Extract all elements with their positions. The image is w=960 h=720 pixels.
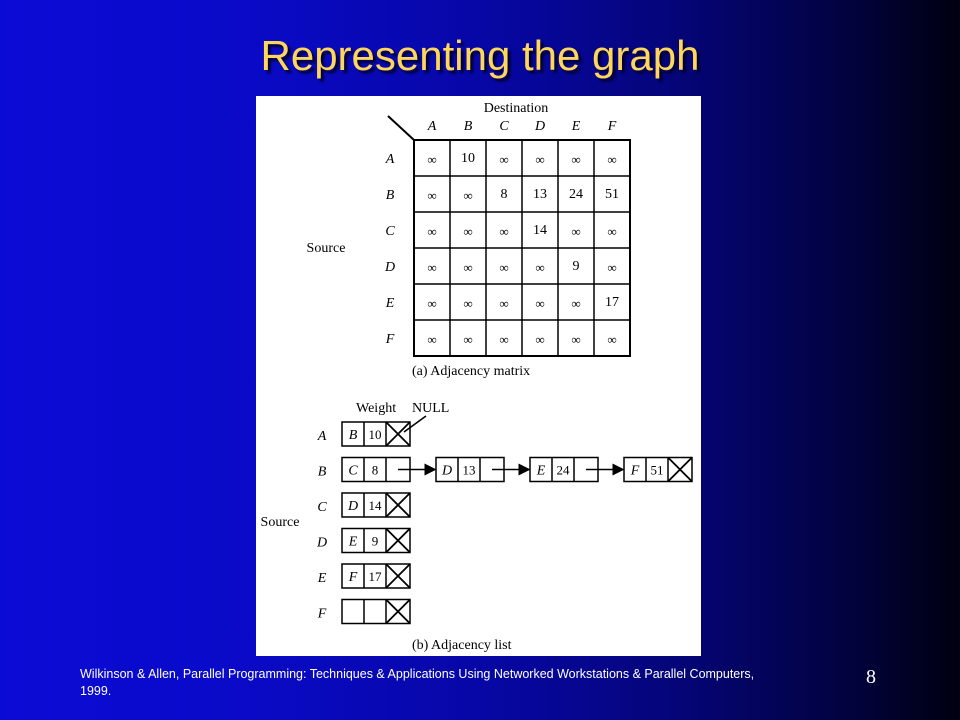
matrix-cell: ∞	[535, 260, 545, 275]
list-node-weight: 24	[556, 462, 570, 478]
list-null-label: NULL	[412, 401, 450, 416]
matrix-cell: ∞	[607, 260, 617, 275]
matrix-column-header: D	[534, 119, 546, 134]
matrix-destination-label: Destination	[483, 101, 549, 116]
matrix-cell: 14	[533, 223, 547, 238]
matrix-cell: ∞	[499, 332, 509, 347]
list-node-vertex: E	[536, 463, 546, 479]
matrix-cell: ∞	[499, 296, 509, 311]
list-node-weight: 8	[371, 462, 379, 478]
page-number: 8	[866, 666, 876, 688]
matrix-cell: ∞	[499, 152, 509, 167]
matrix-row-label: A	[385, 152, 395, 167]
matrix-column-header: B	[463, 119, 473, 134]
list-row-label: A	[317, 429, 327, 444]
list-node-vertex: E	[348, 534, 358, 550]
list-row-label: B	[317, 464, 327, 480]
matrix-cell: ∞	[427, 260, 437, 275]
list-node-vertex: D	[347, 499, 359, 514]
matrix-cell: ∞	[463, 188, 473, 203]
matrix-cell: ∞	[427, 188, 437, 203]
matrix-column-header: A	[427, 119, 437, 134]
matrix-cell: ∞	[571, 152, 581, 167]
list-node-vertex: B	[348, 428, 358, 443]
graph-figure	[256, 96, 701, 656]
matrix-row-label: C	[385, 224, 395, 239]
list-node-vertex: D	[441, 463, 453, 479]
matrix-cell: 17	[605, 295, 619, 310]
slide-title: Representing the graph	[260, 32, 700, 79]
matrix-cell: ∞	[463, 332, 473, 347]
matrix-row-label: F	[385, 332, 395, 347]
list-row-label: F	[317, 606, 327, 622]
list-node-vertex: F	[630, 463, 640, 479]
matrix-cell: ∞	[427, 152, 437, 167]
list-node-box	[342, 600, 410, 624]
matrix-cell: ∞	[499, 260, 509, 275]
matrix-cell: ∞	[607, 224, 617, 239]
matrix-cell: ∞	[427, 332, 437, 347]
matrix-cell: 8	[500, 187, 508, 202]
list-node-weight: 17	[368, 569, 382, 584]
matrix-cell: 13	[533, 187, 547, 202]
matrix-cell: ∞	[607, 152, 617, 167]
matrix-cell: ∞	[571, 332, 581, 347]
list-row-label: C	[317, 500, 327, 515]
matrix-column-header: F	[607, 119, 617, 134]
list-row-label: E	[317, 571, 327, 586]
matrix-cell: ∞	[607, 332, 617, 347]
matrix-cell: ∞	[571, 224, 581, 239]
matrix-cell: ∞	[571, 296, 581, 311]
list-weight-label: Weight	[356, 401, 397, 416]
matrix-caption: (a) Adjacency matrix	[412, 364, 531, 379]
matrix-cell: ∞	[463, 224, 473, 239]
matrix-cell: ∞	[535, 152, 545, 167]
list-node-weight: 51	[650, 462, 664, 478]
list-source-label: Source	[260, 515, 300, 530]
matrix-cell: ∞	[463, 260, 473, 275]
matrix-column-header: C	[499, 119, 509, 134]
matrix-column-header: E	[571, 119, 581, 134]
matrix-row-label: D	[384, 260, 396, 275]
matrix-cell: ∞	[535, 296, 545, 311]
list-node-weight: 14	[368, 498, 382, 513]
matrix-cell: ∞	[427, 296, 437, 311]
matrix-row-label: B	[385, 188, 395, 203]
matrix-cell: ∞	[463, 296, 473, 311]
matrix-cell: ∞	[499, 224, 509, 239]
matrix-cell: 24	[569, 187, 583, 202]
list-node-vertex: C	[348, 463, 358, 479]
matrix-cell: ∞	[535, 332, 545, 347]
matrix-cell: ∞	[427, 224, 437, 239]
list-row-label: D	[316, 535, 328, 551]
graph-representation-diagram	[256, 96, 701, 656]
list-caption: (b) Adjacency list	[412, 638, 512, 653]
list-node-weight: 13	[462, 462, 476, 478]
list-node-vertex: F	[348, 570, 358, 585]
matrix-cell: 10	[461, 151, 475, 166]
matrix-source-label: Source	[306, 241, 346, 256]
matrix-row-label: E	[385, 296, 395, 311]
list-node-weight: 9	[371, 533, 379, 549]
matrix-cell: 9	[572, 259, 580, 274]
matrix-cell: 51	[605, 187, 619, 202]
citation-footer: Wilkinson & Allen, Parallel Programming: Techniques & Applications Using Networked Workstations & Parallel Computers, 1999.	[80, 667, 755, 698]
list-node-weight: 10	[368, 427, 382, 442]
matrix-corner-line	[388, 116, 414, 140]
